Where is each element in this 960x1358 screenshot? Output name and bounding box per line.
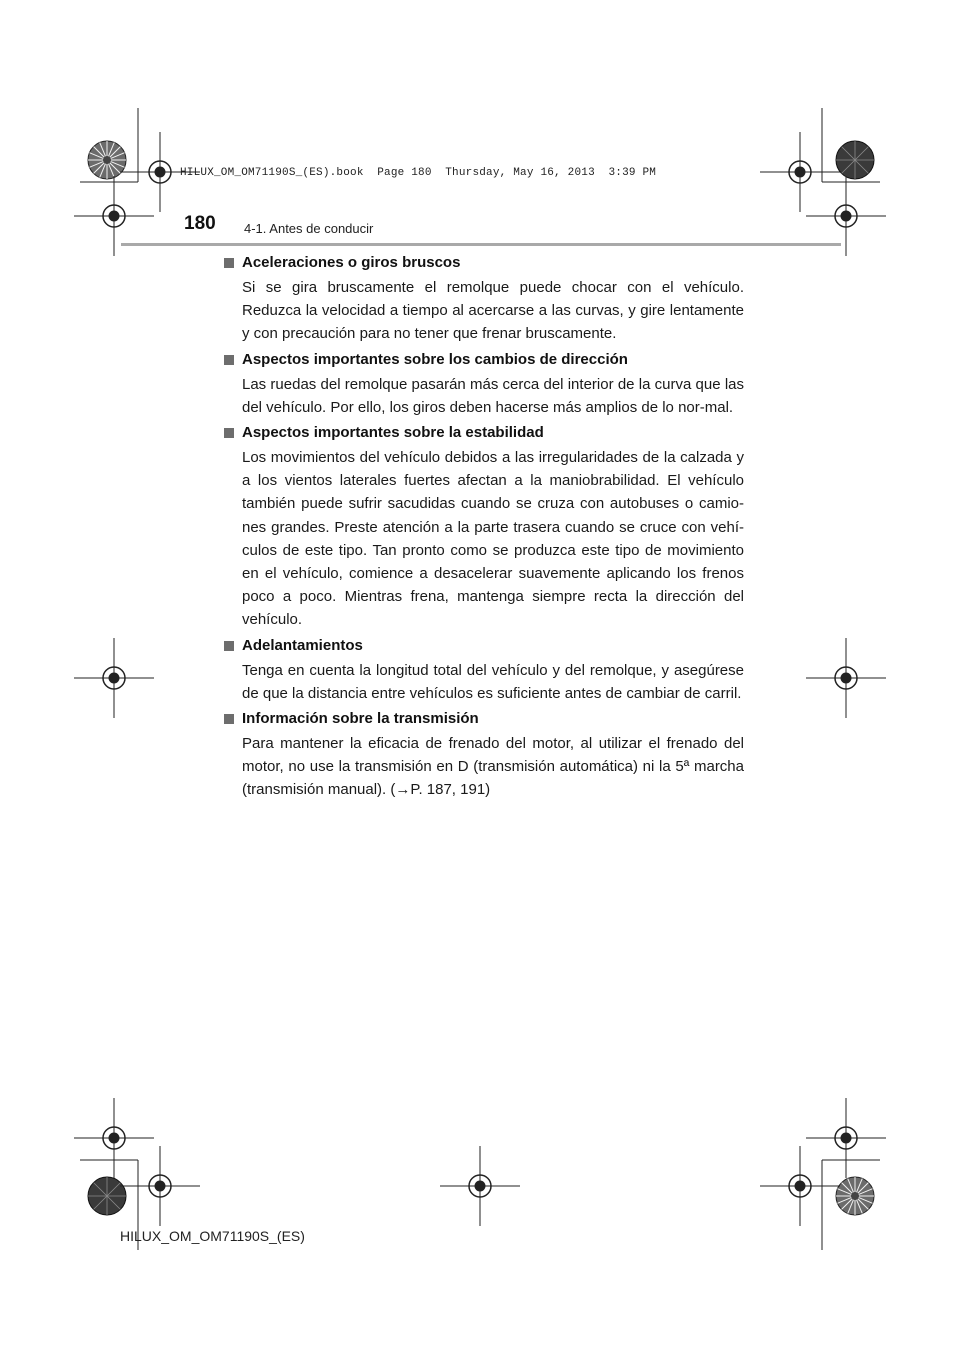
item-body: Si se gira bruscamente el remolque puede chocar con el vehículo. Reduzca la velocidad a tiempo al acercarse a las curvas, y gire lentamente y con precaución para no tener que frenar bruscamente. — [242, 279, 744, 343]
page-content — [222, 252, 744, 805]
item-body: Tenga en cuenta la longitud total del vehículo y del remolque, y asegúrese de que la distancia entre vehículos es suficiente antes de cambiar de carril. — [242, 661, 744, 702]
square-bullet-icon — [224, 355, 234, 365]
square-bullet-icon — [224, 258, 234, 268]
header-rule — [121, 243, 841, 246]
section-item — [222, 422, 744, 632]
page-number: 180 — [184, 213, 216, 234]
section-item — [222, 708, 744, 802]
section-item — [222, 635, 744, 705]
item-body: Para mantener la eficacia de frenado del motor, al utilizar el frenado del motor, no use la transmisión en D (transmisión automática) ni la 5ª marcha (transmisión manual). (→P. 187, 191) — [242, 735, 744, 799]
footer-code: HILUX_OM_OM71190S_(ES) — [120, 1228, 305, 1244]
item-heading — [222, 349, 744, 371]
section-item — [222, 349, 744, 419]
item-heading — [222, 708, 744, 730]
print-info: HILUX_OM_OM71190S_(ES).book Page 180 Thursday, May 16, 2013 3:39 PM — [180, 167, 657, 179]
item-heading — [222, 635, 744, 657]
item-heading-text: Adelantamientos — [242, 636, 363, 654]
item-heading — [222, 252, 744, 274]
item-heading-text: Aspectos importantes sobre los cambios de dirección — [242, 350, 628, 368]
item-heading-text: Aceleraciones o giros bruscos — [242, 254, 461, 271]
square-bullet-icon — [224, 428, 234, 438]
item-body: Los movimientos del vehículo debidos a las irregularidades de la calzada y a los vientos laterales fuertes afectan a la maniobrabilidad. El vehículo también puede sufrir sacudidas cuando se cruza con autobuses o camio-nes grandes. Preste atención a la parte trasera cuando se cruce con vehí-culos de este tipo. Tan pronto como se produzca este tipo de movimiento en el vehículo, comience a desacelerar suavemente aplicando los frenos poco a poco. Mientras frena, mantenga siempre recta la dirección del vehículo. — [242, 449, 744, 629]
item-body: Las ruedas del remolque pasarán más cerca del interior de la curva que las del vehículo. Por ello, los giros deben hacerse más amplios de lo nor-mal. — [242, 375, 744, 416]
item-heading — [222, 422, 744, 444]
item-heading-text: Aspectos importantes sobre la estabilidad — [242, 424, 544, 442]
section-item — [222, 252, 744, 346]
section-title: 4-1. Antes de conducir — [244, 221, 374, 236]
square-bullet-icon — [224, 641, 234, 651]
item-heading-text: Información sobre la transmisión — [242, 710, 479, 728]
square-bullet-icon — [224, 714, 234, 724]
